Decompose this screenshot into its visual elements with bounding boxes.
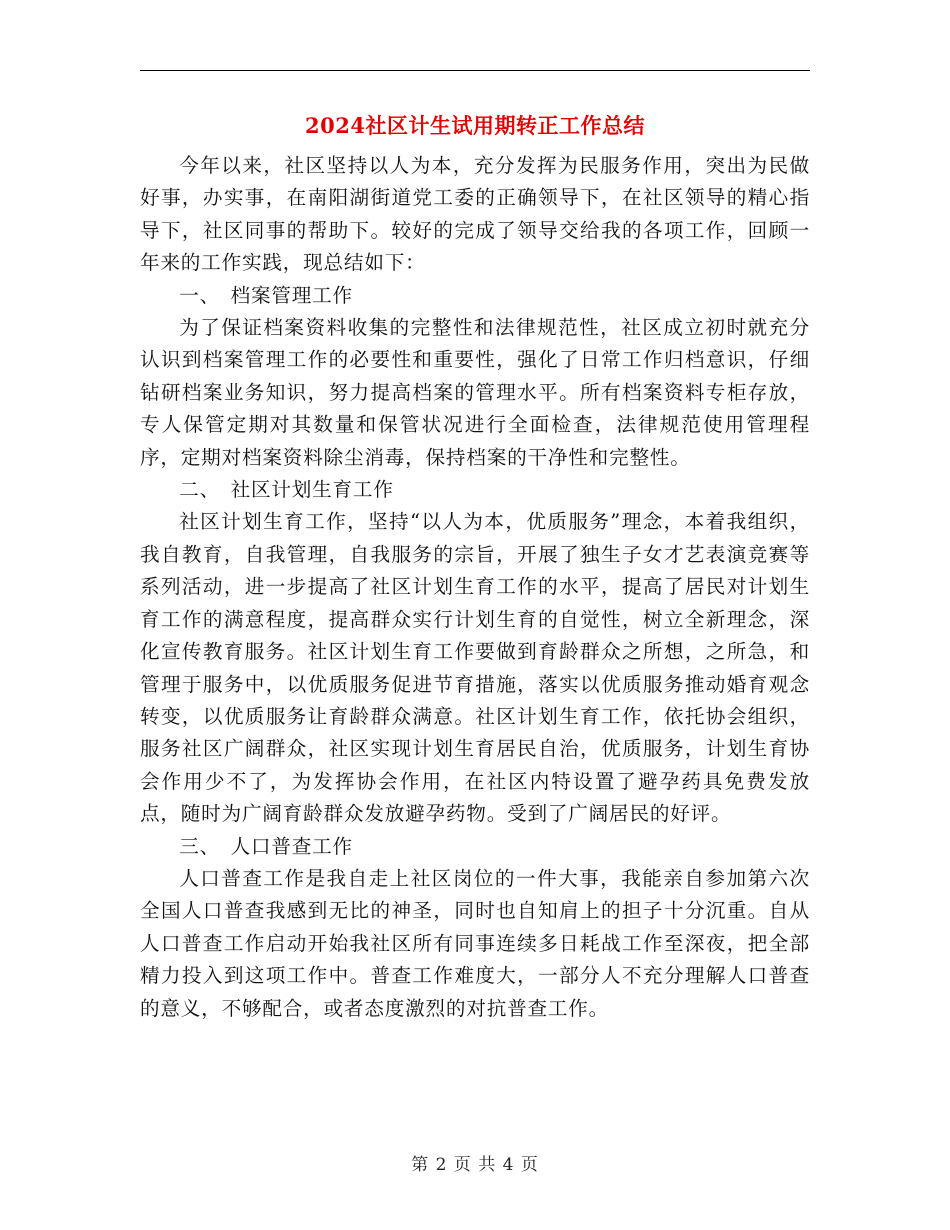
document-title: 2024社区计生试用期转正工作总结 [305, 113, 645, 138]
section-heading-census: 三、 人口普查工作 [179, 834, 353, 858]
paragraph-census: 人口普查工作是我自走上社区岗位的一件大事，我能亲自参加第六次全国人口普查我感到无比的神圣，同时也自知肩上的担子十分沉重。自从人口普查工作启动开始我社区所有同事连续多日耗战工作至深夜，把全部精力投入到这项工作中。普查工作难度大，一部分人不充分理解人口普查的意义，不够配合，或者态度激烈的对抗普查工作。 [140, 866, 810, 1020]
header-rule [140, 70, 810, 71]
section-heading-archives: 一、 档案管理工作 [179, 283, 353, 307]
paragraph-family-planning: 社区计划生育工作，坚持“以人为本，优质服务”理念，本着我组织，我自教育，自我管理，自我服务的宗旨，开展了独生子女才艺表演竞赛等系列活动，进一步提高了社区计划生育工作的水平，提高了居民对计划生育工作的满意程度，提高群众实行计划生育的自觉性，树立全新理念，深化宣传教育服务。社区计划生育工作要做到育龄群众之所想，之所急，和管理于服务中，以优质服务促进节育措施，落实以优质服务推动婚育观念转变，以优质服务让育龄群众满意。社区计划生育工作，依托协会组织，服务社区广阔群众，社区实现计划生育居民自治，优质服务，计划生育协会作用少不了，为发挥协会作用，在社区内特设置了避孕药具免费发放点，随时为广阔育龄群众发放避孕药物。受到了广阔居民的好评。 [140, 510, 810, 826]
paragraph-intro: 今年以来，社区坚持以人为本，充分发挥为民服务作用，突出为民做好事，办实事，在南阳湖街道党工委的正确领导下，在社区领导的精心指导下，社区同事的帮助下。较好的完成了领导交给我的各项工作，回顾一年来的工作实践，现总结如下： [140, 154, 810, 275]
page-footer [140, 1152, 810, 1178]
paragraph-archives: 为了保证档案资料收集的完整性和法律规范性，社区成立初时就充分认识到档案管理工作的必要性和重要性，强化了日常工作归档意识，仔细钻研档案业务知识，努力提高档案的管理水平。所有档案资料专柜存放，专人保管定期对其数量和保管状况进行全面检查，法律规范使用管理程序，定期对档案资料除尘消毒，保持档案的干净性和完整性。 [140, 316, 810, 469]
document-body [140, 150, 810, 1025]
page-number: 第 2 页 共 4 页 [411, 1155, 539, 1175]
section-heading-family-planning: 二、 社区计划生育工作 [179, 478, 394, 502]
